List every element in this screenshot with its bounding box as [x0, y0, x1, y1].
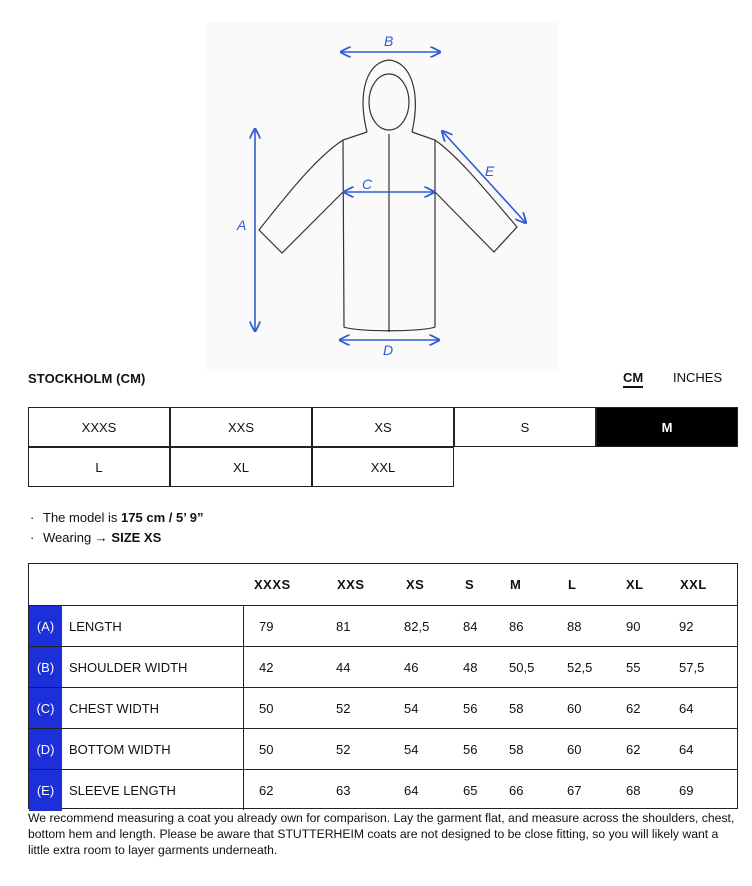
bullet: ·: [30, 510, 35, 525]
row-badge: (A): [29, 606, 62, 647]
table-cell: 67: [567, 783, 582, 798]
header-s: S: [465, 577, 475, 592]
measurement-table: [28, 563, 738, 809]
table-cell: 44: [336, 660, 351, 675]
header-xxl: XXL: [680, 577, 707, 592]
bullet: ·: [30, 530, 35, 545]
table-cell: 82,5: [404, 619, 430, 634]
table-cell: 63: [336, 783, 351, 798]
size-option-xxs[interactable]: XXS: [170, 407, 312, 447]
model-height-note: [30, 508, 203, 528]
model-notes: [30, 508, 203, 548]
table-row: [29, 687, 737, 729]
table-row: [29, 728, 737, 770]
table-cell: 54: [404, 701, 419, 716]
table-cell: 57,5: [679, 660, 705, 675]
table-cell: 69: [679, 783, 694, 798]
table-cell: 65: [463, 783, 478, 798]
header-xs: XS: [406, 577, 425, 592]
table-cell: 50: [259, 701, 274, 716]
size-option-m[interactable]: M: [596, 407, 738, 447]
table-cell: 81: [336, 619, 351, 634]
table-header: [29, 564, 737, 605]
table-cell: 52: [336, 701, 351, 716]
table-row: [29, 605, 737, 647]
table-cell: 48: [463, 660, 478, 675]
table-cell: 54: [404, 742, 419, 757]
unit-cm-button[interactable]: CM: [623, 371, 643, 388]
row-label: SHOULDER WIDTH: [69, 660, 188, 675]
table-cell: 90: [626, 619, 641, 634]
table-cell: 55: [626, 660, 641, 675]
header-xxxs: XXXS: [254, 577, 291, 592]
size-chart-title: STOCKHOLM (CM): [28, 371, 146, 386]
table-cell: 50,5: [509, 660, 535, 675]
table-cell: 64: [679, 742, 694, 757]
table-cell: 86: [509, 619, 524, 634]
label-d: D: [383, 342, 394, 358]
size-option-l[interactable]: L: [28, 447, 170, 487]
table-cell: 52,5: [567, 660, 593, 675]
table-cell: 62: [626, 742, 641, 757]
unit-inches-button[interactable]: INCHES: [673, 370, 723, 385]
size-option-xxxs[interactable]: XXXS: [28, 407, 170, 447]
table-cell: 56: [463, 701, 478, 716]
row-label: BOTTOM WIDTH: [69, 742, 171, 757]
table-cell: 92: [679, 619, 694, 634]
size-option-xs[interactable]: XS: [312, 407, 454, 447]
header-xxs: XXS: [337, 577, 365, 592]
table-cell: 58: [509, 742, 524, 757]
row-badge: (D): [29, 729, 62, 770]
table-cell: 66: [509, 783, 524, 798]
model-height-value: 175 cm / 5’ 9”: [121, 510, 204, 525]
header-m: M: [510, 577, 522, 592]
wearing-prefix: Wearing →: [43, 530, 108, 545]
table-cell: 50: [259, 742, 274, 757]
wearing-size-value: SIZE XS: [111, 530, 162, 545]
label-c: C: [362, 176, 373, 192]
table-row: [29, 769, 737, 811]
row-label: CHEST WIDTH: [69, 701, 160, 716]
table-cell: 46: [404, 660, 419, 675]
header-l: L: [568, 577, 577, 592]
label-a: A: [237, 217, 247, 233]
table-cell: 58: [509, 701, 524, 716]
row-badge: (E): [29, 770, 62, 811]
measuring-advice: We recommend measuring a coat you already own for comparison. Lay the garment flat, and measure across the shoulders, chest, bottom hem and length. Please be aware that STUTTERHEIM coats are not designed to be close fitting, so you will likely want a little extra room to layer garments underneath.: [28, 811, 735, 857]
row-label: SLEEVE LENGTH: [69, 783, 176, 798]
model-height-prefix: The model is: [43, 510, 118, 525]
row-badge: (B): [29, 647, 62, 688]
coat-measurement-diagram: [207, 22, 559, 372]
header-xl: XL: [626, 577, 644, 592]
row-badge: (C): [29, 688, 62, 729]
table-cell: 84: [463, 619, 478, 634]
table-cell: 42: [259, 660, 274, 675]
table-cell: 62: [259, 783, 274, 798]
coat-outline: [259, 60, 517, 332]
label-e: E: [485, 163, 495, 179]
size-option-xxl[interactable]: XXL: [312, 447, 454, 487]
size-option-xl[interactable]: XL: [170, 447, 312, 487]
arrow-e: [443, 132, 525, 222]
table-cell: 68: [626, 783, 641, 798]
table-cell: 79: [259, 619, 274, 634]
table-cell: 64: [679, 701, 694, 716]
table-cell: 60: [567, 701, 582, 716]
unit-toggle: [0, 371, 752, 387]
size-option-s[interactable]: S: [454, 407, 596, 447]
table-cell: 56: [463, 742, 478, 757]
table-cell: 52: [336, 742, 351, 757]
label-b: B: [384, 33, 394, 49]
row-label: LENGTH: [69, 619, 122, 634]
table-cell: 88: [567, 619, 582, 634]
wearing-size-note: [30, 528, 203, 548]
table-cell: 60: [567, 742, 582, 757]
table-cell: 62: [626, 701, 641, 716]
table-cell: 64: [404, 783, 419, 798]
table-row: [29, 646, 737, 688]
